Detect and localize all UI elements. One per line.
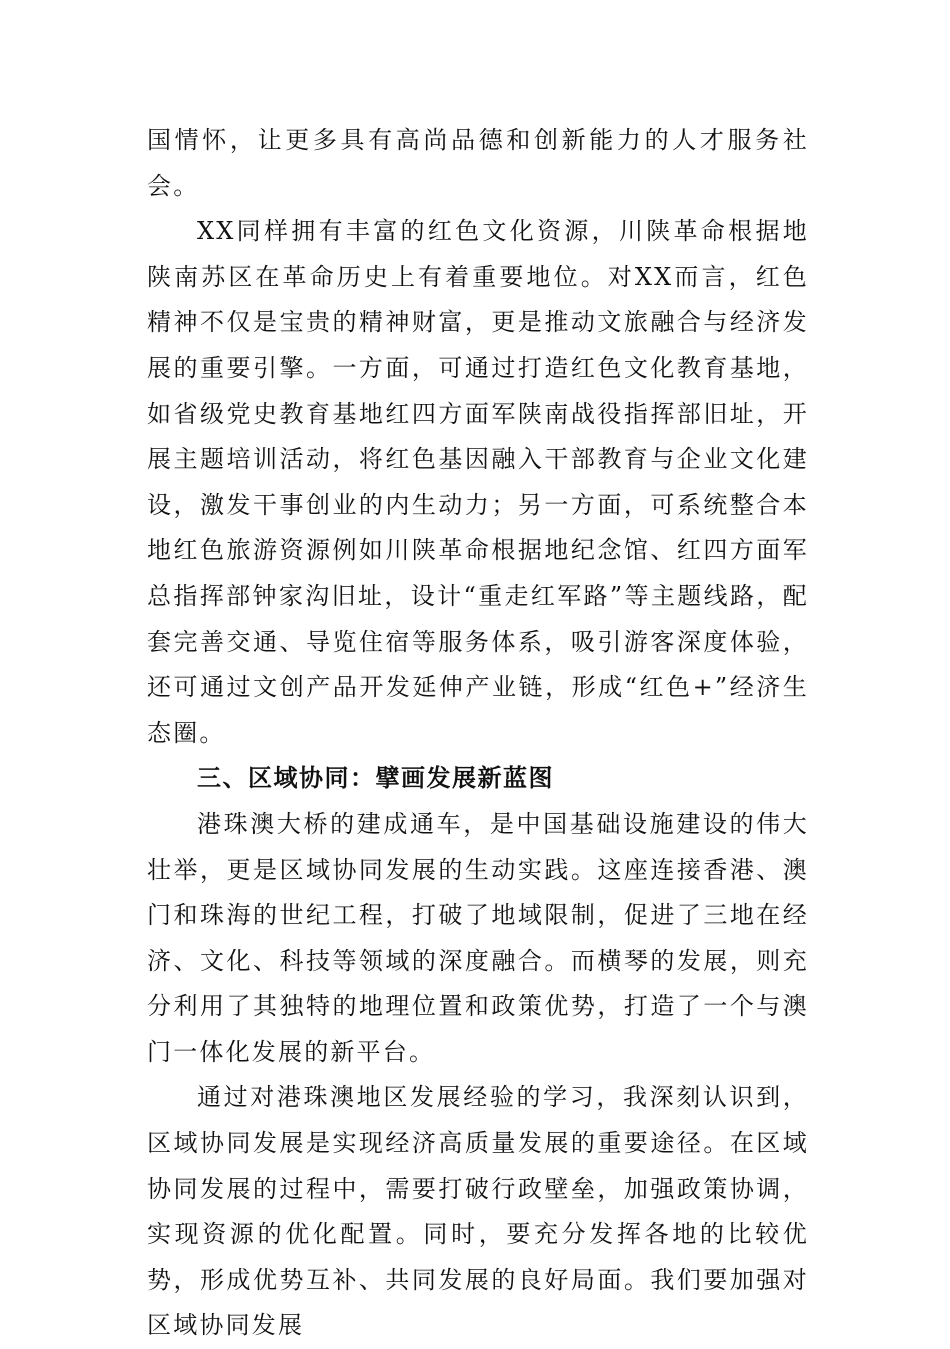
paragraph-hzmb-bridge: 港珠澳大桥的建成通车，是中国基础设施建设的伟大壮举，更是区域协同发展的生动实践。这座连接香港、澳门和珠海的世纪工程，打破了地域限制，促进了三地在经济、文化、科技等领域的深度融合。而横琴的发展，则充分利用了其独特的地理位置和政策优势，打造了一个与澳门一体化发展的新平台。 xyxy=(147,809,809,1066)
paragraph-regional-coordination: 通过对港珠澳地区发展经验的学习，我深刻认识到，区域协同发展是实现经济高质量发展的重要途径。在区域协同发展的过程中，需要打破行政壁垒，加强政策协调，实现资源的优化配置。同时，要充分发挥各地的比较优势，形成优势互补、共同发展的良好局面。我们要加强对区域协同发展 xyxy=(147,1083,809,1340)
paragraph-red-culture: XX同样拥有丰富的红色文化资源，川陕革命根据地陕南苏区在革命历史上有着重要地位。对XX而言，红色精神不仅是宝贵的精神财富，更是推动文旅融合与经济发展的重要引擎。一方面，可通过打造红色文化教育基地，如省级党史教育基地红四方面军陕南战役指挥部旧址，开展主题培训活动，将红色基因融入干部教育与企业文化建设，激发干事创业的内生动力；另一方面，可系统整合本地红色旅游资源例如川陕革命根据地纪念馆、红四方面军总指挥部钟家沟旧址，设计“重走红军路”等主题线路，配套完善交通、导览住宿等服务体系，吸引游客深度体验，还可通过文创产品开发延伸产业链，形成“红色+”经济生态圈。 xyxy=(147,217,809,747)
paragraph-continuation: 国情怀，让更多具有高尚品德和创新能力的人才服务社会。 xyxy=(147,126,809,200)
document-body xyxy=(147,118,809,1349)
section-heading: 三、区域协同：擘画发展新蓝图 xyxy=(197,764,554,793)
